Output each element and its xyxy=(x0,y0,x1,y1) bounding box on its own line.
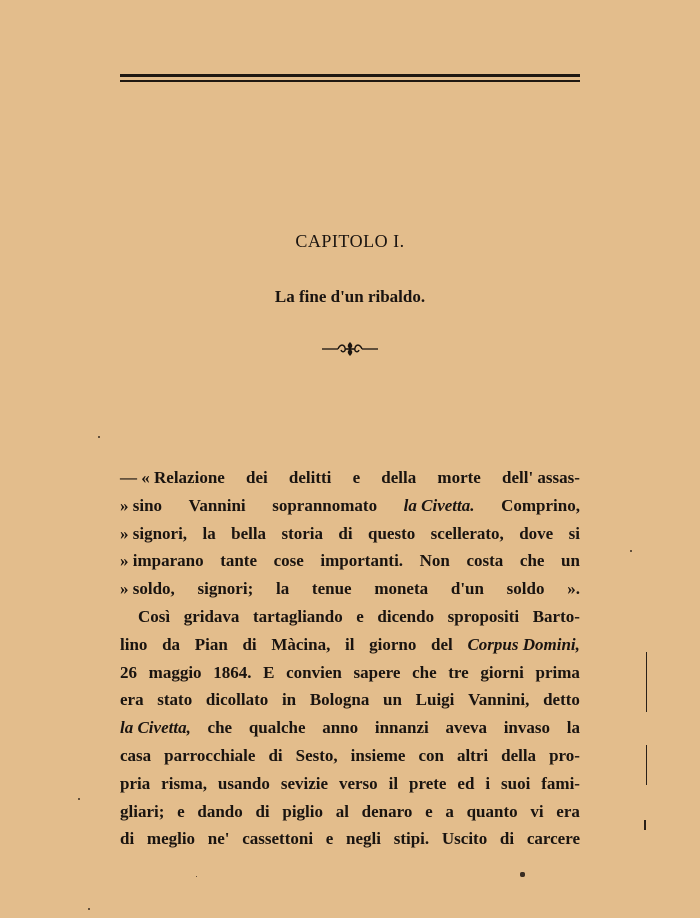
word: che xyxy=(519,551,545,571)
word: e xyxy=(325,829,334,849)
word: in xyxy=(281,690,297,710)
word: ne' xyxy=(207,829,230,849)
word: » soldo, xyxy=(120,579,175,599)
word: verso xyxy=(338,773,378,793)
word: » signori, xyxy=(120,523,188,543)
word: Vannini xyxy=(188,495,246,515)
word: ». xyxy=(567,579,580,599)
word: » imparano xyxy=(120,551,204,571)
word: 26 xyxy=(120,662,137,682)
word: dei xyxy=(246,468,268,487)
word: negli xyxy=(346,829,381,849)
word: stato xyxy=(157,690,193,710)
word: Vannini, xyxy=(468,690,530,710)
word: sevizie xyxy=(280,773,329,793)
word: dove xyxy=(519,523,554,543)
text-line xyxy=(120,714,580,742)
paper-speck xyxy=(520,872,525,877)
word: al xyxy=(335,801,349,821)
word: prete xyxy=(409,773,447,793)
word: signori; xyxy=(197,579,254,599)
word: risma, xyxy=(161,773,207,793)
word: storia xyxy=(281,523,324,543)
word: lino xyxy=(120,634,148,654)
word: dell' assas- xyxy=(502,468,580,487)
chapter-title: CAPITOLO I. xyxy=(295,231,405,251)
word: qualche xyxy=(248,718,306,738)
word: dando xyxy=(197,801,243,821)
margin-mark xyxy=(646,652,647,712)
header-rule-thin xyxy=(120,80,580,82)
word: carcere xyxy=(526,829,580,849)
word: giorno xyxy=(369,634,417,654)
text-line xyxy=(120,825,580,853)
word: altri xyxy=(456,745,489,765)
paper-speck xyxy=(196,876,197,877)
word: detto xyxy=(543,690,580,710)
paper-speck xyxy=(78,798,80,800)
header-rule-thick xyxy=(120,74,580,77)
word: d'un xyxy=(450,579,484,599)
word: parrocchiale xyxy=(164,745,256,765)
text-line xyxy=(120,464,580,492)
word: delitti xyxy=(288,468,332,487)
word: Uscito xyxy=(441,829,488,849)
word: il xyxy=(388,773,399,793)
word: gliari; xyxy=(120,801,165,821)
word: della xyxy=(501,745,537,765)
word: » sino xyxy=(120,495,163,515)
text-line xyxy=(120,575,580,603)
word: giorni xyxy=(480,662,524,682)
text-line xyxy=(120,659,580,687)
word: Così xyxy=(138,606,171,626)
word: di xyxy=(242,634,257,654)
text-line xyxy=(120,742,580,770)
word: Luigi xyxy=(415,690,455,710)
word: il xyxy=(345,634,355,654)
word: con xyxy=(418,745,444,765)
word: dicollato xyxy=(205,690,269,710)
text-line xyxy=(120,492,580,520)
word: denaro xyxy=(361,801,413,821)
word: prima xyxy=(535,662,580,682)
word: soldo xyxy=(506,579,545,599)
word: era xyxy=(120,690,144,710)
word: Pian xyxy=(194,634,228,654)
word: la Civetta. xyxy=(403,495,475,515)
margin-mark xyxy=(644,820,646,830)
word: 1864. xyxy=(213,662,252,682)
word: Comprino, xyxy=(501,495,580,515)
word: di xyxy=(268,745,283,765)
text-line xyxy=(120,770,580,798)
word: la xyxy=(566,718,580,738)
word: di xyxy=(120,829,135,849)
paper-speck xyxy=(98,436,100,438)
word: della xyxy=(381,468,417,487)
word: era xyxy=(556,801,580,821)
word: anno xyxy=(322,718,359,738)
text-line xyxy=(120,603,580,631)
word: tante xyxy=(220,551,258,571)
word: gridava xyxy=(183,606,240,626)
word: un xyxy=(383,690,402,710)
word: — « Relazione xyxy=(120,468,225,487)
word: cose xyxy=(273,551,304,571)
word: questo xyxy=(368,523,416,543)
word: convien xyxy=(286,662,342,682)
word: piglio xyxy=(282,801,323,821)
word: usando xyxy=(217,773,270,793)
word: che xyxy=(412,662,437,682)
word: la xyxy=(275,579,290,599)
text-line xyxy=(120,547,580,575)
word: del xyxy=(431,634,453,654)
word: di xyxy=(338,523,353,543)
word: a xyxy=(445,801,454,821)
word: ed xyxy=(457,773,475,793)
word: pria xyxy=(120,773,151,793)
chapter-subtitle: La fine d'un ribaldo. xyxy=(274,287,426,306)
word: innanzi xyxy=(374,718,429,738)
margin-mark xyxy=(646,745,647,785)
word: stipi. xyxy=(393,829,430,849)
word: e xyxy=(356,606,364,626)
word: suoi xyxy=(501,773,531,793)
paper-speck xyxy=(88,908,90,910)
paper-speck xyxy=(630,550,632,552)
word: i xyxy=(485,773,491,793)
word: che xyxy=(207,718,233,738)
word: tartagliando xyxy=(252,606,343,626)
word: insieme xyxy=(350,745,406,765)
word: costa xyxy=(466,551,504,571)
word: invaso xyxy=(503,718,550,738)
word: pro- xyxy=(549,745,580,765)
word: scellerato, xyxy=(430,523,504,543)
word: tre xyxy=(448,662,469,682)
word: Sesto, xyxy=(295,745,338,765)
word: fami- xyxy=(541,773,580,793)
word: Bologna xyxy=(309,690,370,710)
ornament-flourish-icon xyxy=(322,340,378,358)
word: morte xyxy=(437,468,481,487)
word: importanti. xyxy=(320,551,404,571)
word: moneta xyxy=(374,579,429,599)
word: quanto xyxy=(466,801,518,821)
body-paragraph xyxy=(120,464,580,853)
word: E xyxy=(263,662,275,682)
word: un xyxy=(561,551,580,571)
word: di xyxy=(255,801,270,821)
word: sapere xyxy=(353,662,401,682)
text-line xyxy=(120,686,580,714)
word: la Civetta, xyxy=(120,718,191,738)
word: spropositi xyxy=(447,606,520,626)
word: di xyxy=(499,829,515,849)
word: aveva xyxy=(445,718,487,738)
word: la xyxy=(202,523,216,543)
word: soprannomato xyxy=(272,495,378,515)
word: dicendo xyxy=(377,606,435,626)
word: Màcina, xyxy=(271,634,331,654)
word: Barto- xyxy=(532,606,580,626)
word: Corpus Domini, xyxy=(467,634,580,654)
text-line xyxy=(120,631,580,659)
word: maggio xyxy=(148,662,202,682)
word: vi xyxy=(530,801,544,821)
text-line xyxy=(120,520,580,548)
text-line xyxy=(120,798,580,826)
word: bella xyxy=(231,523,267,543)
word: e xyxy=(425,801,433,821)
word: casa xyxy=(120,745,152,765)
word: Non xyxy=(419,551,450,571)
word: tenue xyxy=(311,579,352,599)
word: si xyxy=(568,523,580,543)
word: e xyxy=(352,468,361,487)
word: cassettoni xyxy=(242,829,314,849)
word: da xyxy=(162,634,181,654)
word: e xyxy=(177,801,185,821)
word: meglio xyxy=(146,829,196,849)
